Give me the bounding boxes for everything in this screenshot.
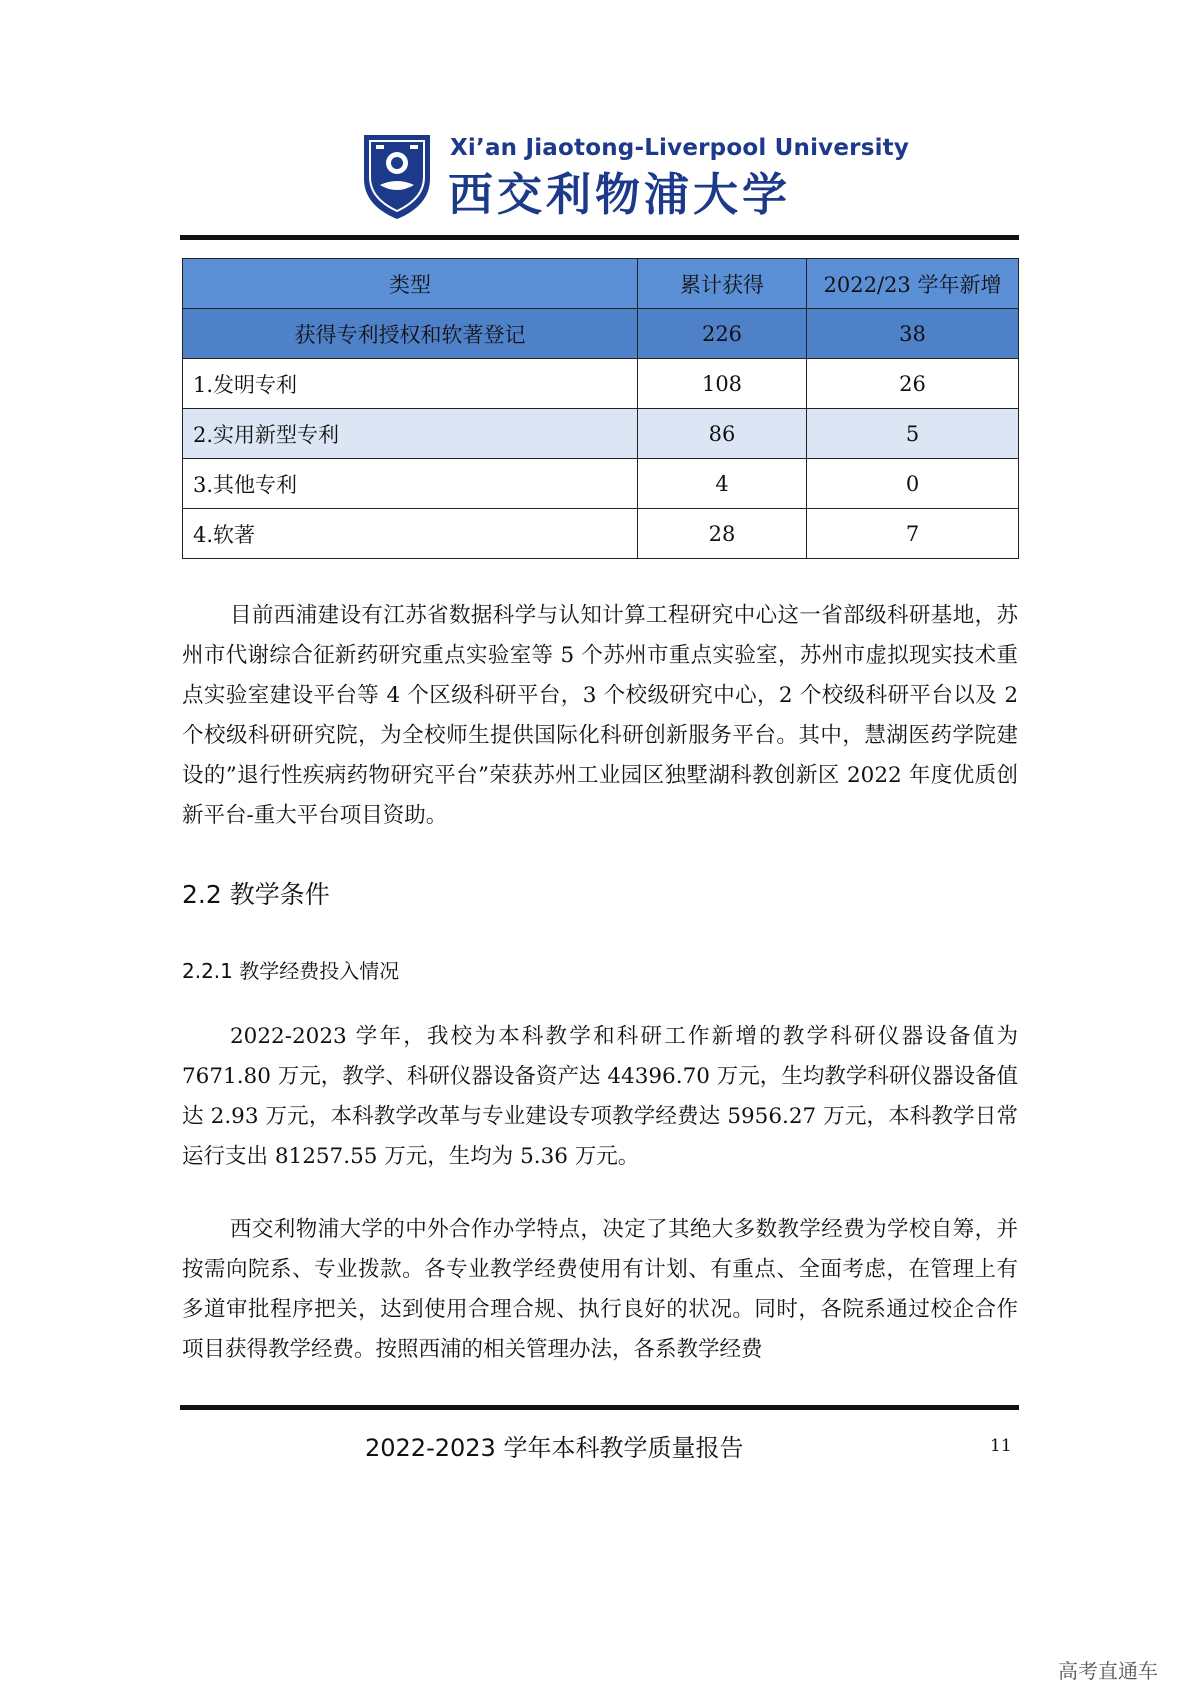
table-cell: 1.发明专利 [183, 359, 638, 409]
table-header-cell: 累计获得 [638, 259, 807, 309]
table-row [183, 509, 1019, 559]
table-cell: 5 [807, 409, 1019, 459]
watermark: 高考直通车 [1058, 1659, 1158, 1683]
table-row [183, 409, 1019, 459]
footer-title: 2022-2023 学年本科教学质量报告 [365, 1434, 744, 1462]
table-cell: 26 [807, 359, 1019, 409]
university-name-en: Xi’an Jiaotong-Liverpool University [450, 135, 910, 161]
university-logo [362, 133, 910, 225]
table-cell: 3.其他专利 [183, 459, 638, 509]
funding-management-paragraph: 西交利物浦大学的中外合作办学特点，决定了其绝大多数教学经费为学校自筹，并按需向院系、专业拨款。各专业教学经费使用有计划、有重点、全面考虑，在管理上有多道审批程序把关，达到使用合理合规、执行良好的状况。同时，各院系通过校企合作项目获得教学经费。按照西浦的相关管理办法，各系教学经费 [182, 1217, 1018, 1362]
footer-rule [180, 1405, 1019, 1410]
patent-table [182, 258, 1019, 559]
header-rule [180, 235, 1019, 240]
table-cell: 4 [638, 459, 807, 509]
funding-paragraph: 2022-2023 学年，我校为本科教学和科研工作新增的教学科研仪器设备值为 7671.80 万元，教学、科研仪器设备资产达 44396.70 万元，生均教学科研仪器设备值达 2.93 万元，本科教学改革与专业建设专项教学经费达 5956.27 万元，本科教学日常运行支出 81257.55 万元，生均为 5.36 万元。 [182, 1024, 1018, 1169]
table-cell: 38 [807, 309, 1019, 359]
table-cell: 4.软著 [183, 509, 638, 559]
table-cell: 0 [807, 459, 1019, 509]
table-cell: 226 [638, 309, 807, 359]
research-platforms-paragraph: 目前西浦建设有江苏省数据科学与认知计算工程研究中心这一省部级科研基地，苏州市代谢综合征新药研究重点实验室等 5 个苏州市重点实验室，苏州市虚拟现实技术重点实验室建设平台等 4 个区级科研平台，3 个校级研究中心，2 个校级科研平台以及 2 个校级科研研究院，为全校师生提供国际化科研创新服务平台。其中，慧湖医药学院建设的”退行性疾病药物研究平台”荣获苏州工业园区独墅湖科教创新区 2022 年度优质创新平台-重大平台项目资助。 [182, 603, 1018, 828]
table-row [183, 459, 1019, 509]
university-name-cn: 西交利物浦大学 [448, 168, 792, 221]
table-cell: 2.实用新型专利 [183, 409, 638, 459]
table-cell: 获得专利授权和软著登记 [183, 309, 638, 359]
table-cell: 28 [638, 509, 807, 559]
table-header-cell: 类型 [183, 259, 638, 309]
table-cell: 108 [638, 359, 807, 409]
table-header-cell: 2022/23 学年新增 [807, 259, 1019, 309]
university-crest-icon [362, 133, 432, 221]
table-header-row [183, 259, 1019, 309]
page-number: 11 [990, 1436, 1012, 1456]
subsection-heading: 2.2.1 教学经费投入情况 [182, 959, 400, 983]
table-summary-row [183, 309, 1019, 359]
table-row [183, 359, 1019, 409]
table-cell: 7 [807, 509, 1019, 559]
section-heading: 2.2 教学条件 [182, 880, 330, 909]
table-cell: 86 [638, 409, 807, 459]
